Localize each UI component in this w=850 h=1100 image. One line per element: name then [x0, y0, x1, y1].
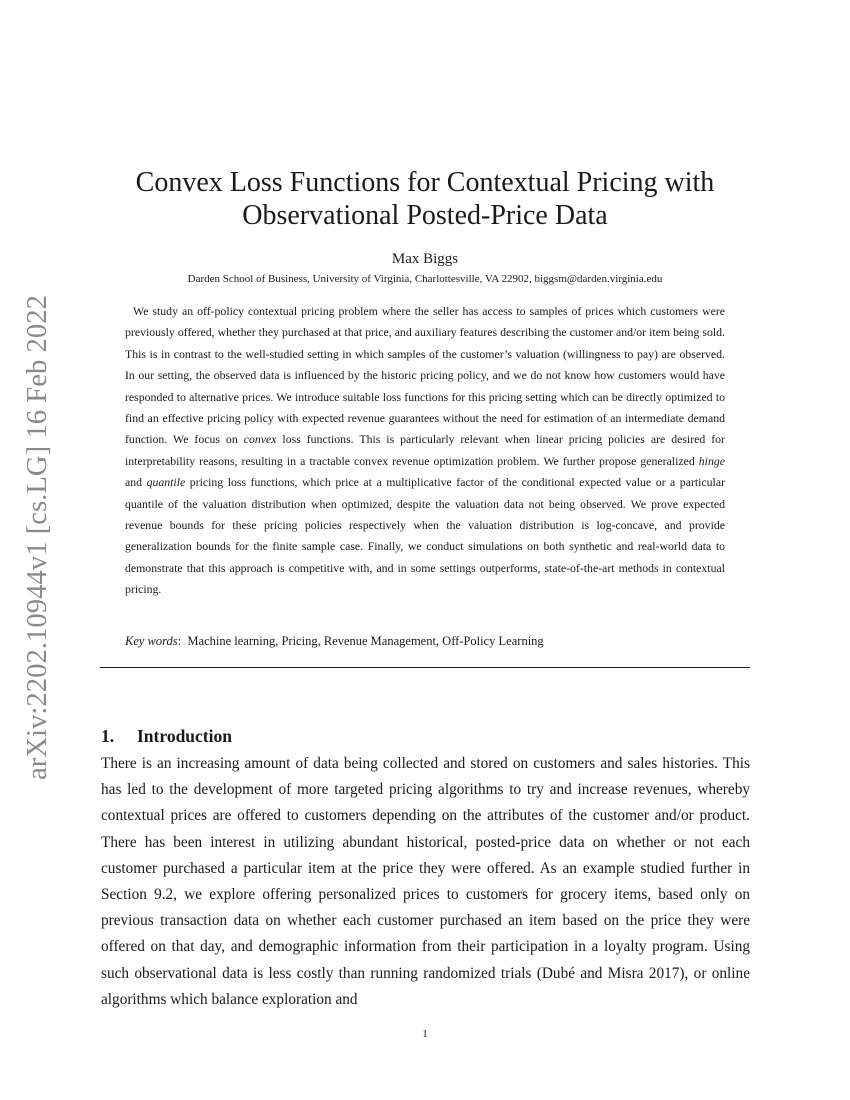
- abstract-text-3: and: [125, 475, 147, 490]
- author-affiliation: Darden School of Business, University of Virginia, Charlottesville, VA 22902, biggsm@darden.virginia.edu: [187, 273, 663, 285]
- abstract-emphasis-convex: convex: [243, 432, 277, 447]
- author-name: Max Biggs: [391, 251, 459, 267]
- paper-title: [100, 166, 750, 232]
- abstract-divider: [100, 667, 750, 668]
- introduction-paragraph: There is an increasing amount of data being collected and stored on customers and sales histories. This has led to the development of more targeted pricing algorithms to try and increase revenues, whereby contextual prices are offered to customers depending on the attributes of the customer and/or product. There has been interest in utilizing abundant historical, posted-price data on whether or not each customer purchased a particular item at the price they were offered. As an example studied further in Section 9.2, we explore offering personalized prices to customers for grocery items, based only on previous transaction data on whether each customer purchased an item based on the price they were offered on that day, and demographic information from their participation in a loyalty program. Using such observational data is less costly than running randomized trials (Dubé and Misra 2017), or online algorithms which balance exploration and: [101, 755, 750, 1008]
- section-number: 1.: [101, 726, 115, 746]
- abstract-text-4: pricing loss functions, which price at a multiplicative factor of the conditional expected value or a particular quantile of the valuation distribution when optimized, despite the valuation data not being observed. We prove expected revenue bounds for these pricing policies respectively when the valuation distribution is log-concave, and provide generalization bounds for the finite sample case. Finally, we conduct simulations on both synthetic and real-world data to demonstrate that this approach is competitive with, and in some settings outperforms, state-of-the-art methods in contextual pricing.: [125, 475, 725, 597]
- section-title: Introduction: [137, 726, 232, 746]
- abstract-emphasis-quantile: quantile: [146, 475, 186, 490]
- abstract: [125, 301, 725, 601]
- paper-title-line-1: Convex Loss Functions for Contextual Pricing with: [135, 167, 715, 198]
- arxiv-identifier-stamp: [8, 290, 58, 780]
- keywords-list: Machine learning, Pricing, Revenue Management, Off-Policy Learning: [187, 634, 544, 648]
- arxiv-stamp-text: arXiv:2202.10944v1 [cs.LG] 16 Feb 2022: [21, 290, 53, 780]
- arxiv-stamp-graphic: [8, 290, 58, 780]
- page-number: 1: [422, 1028, 428, 1040]
- abstract-text-2: loss functions. This is particularly relevant when linear pricing policies are desired for interpretability reasons, resulting in a tractable convex revenue optimization problem. We further propose generalized: [125, 432, 725, 468]
- keywords-separator: :: [177, 634, 188, 648]
- abstract-emphasis-hinge: hinge: [698, 453, 725, 468]
- section-heading-introduction: [101, 726, 232, 747]
- keywords: [125, 634, 725, 649]
- keywords-label: Key words: [125, 634, 178, 648]
- paper-title-line-2: Observational Posted-Price Data: [242, 200, 608, 231]
- abstract-text-1: We study an off-policy contextual pricing problem where the seller has access to samples of prices which customers were previously offered, whether they purchased at that price, and auxiliary features describing the customer and/or item being sold. This is in contrast to the well-studied setting in which samples of the customer’s valuation (willingness to pay) are observed. In our setting, the observed data is influenced by the historic pricing policy, and we do not know how customers would have responded to alternative prices. We introduce suitable loss functions for this pricing setting which can be directly optimized to find an effective pricing policy with expected revenue guarantees without the need for estimation of an intermediate demand function. We focus on: [125, 304, 725, 447]
